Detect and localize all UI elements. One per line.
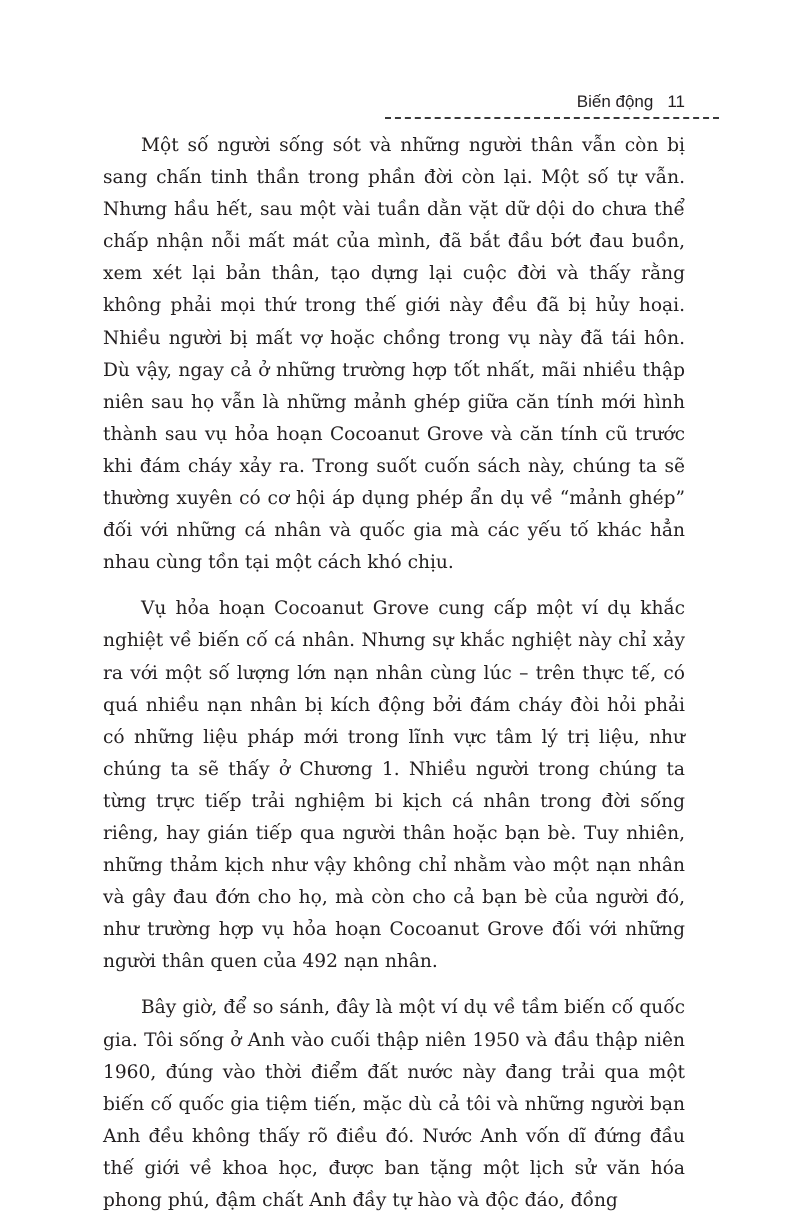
paragraph-1: Một số người sống sót và những người thân vẫn còn bị sang chấn tinh thần trong phần đời còn lại. Một số tự vẫn. Nhưng hầu hết, sau một vài tuần dằn vặt dữ dội do chưa thể chấp nhận nỗi mất mát của mình, đã bắt đầu bớt đau buồn, xem xét lại bản thân, tạo dựng lại cuộc đời và thấy rằng không phải mọi thứ trong thế giới này đều đã bị hủy hoại. Nhiều người bị mất vợ hoặc chồng trong vụ này đã tái hôn. Dù vậy, ngay cả ở những trường hợp tốt nhất, mãi nhiều thập niên sau họ vẫn là những mảnh ghép giữa căn tính mới hình thành sau vụ hỏa hoạn Cocoanut Grove và căn tính cũ trước khi đám cháy xảy ra. Trong suốt cuốn sách này, chúng ta sẽ thường xuyên có cơ hội áp dụng phép ẩn dụ về “mảnh ghép” đối với những cá nhân và quốc gia mà các yếu tố khác hẳn nhau cùng tồn tại một cách khó chịu.: [103, 135, 685, 574]
header-text: [577, 92, 685, 112]
chapter-title: Biến động: [576, 92, 654, 111]
running-header: [385, 92, 719, 122]
header-dashed-rule: [385, 117, 719, 119]
paragraph-2: Vụ hỏa hoạn Cocoanut Grove cung cấp một ví dụ khắc nghiệt về biến cố cá nhân. Nhưng sự khắc nghiệt này chỉ xảy ra với một số lượng lớn nạn nhân cùng lúc – trên thực tế, có quá nhiều nạn nhân bị kích động bởi đám cháy đòi hỏi phải có những liệu pháp mới trong lĩnh vực tâm lý trị liệu, như chúng ta sẽ thấy ở Chương 1. Nhiều người trong chúng ta từng trực tiếp trải nghiệm bi kịch cá nhân trong đời sống riêng, hay gián tiếp qua người thân hoặc bạn bè. Tuy nhiên, những thảm kịch như vậy không chỉ nhằm vào một nạn nhân và gây đau đớn cho họ, mà còn cho cả bạn bè của người đó, như trường hợp vụ hỏa hoạn Cocoanut Grove đối với những người thân quen của 492 nạn nhân.: [103, 598, 685, 973]
paragraph-3: Bây giờ, để so sánh, đây là một ví dụ về tầm biến cố quốc gia. Tôi sống ở Anh vào cuối thập niên 1950 và đầu thập niên 1960, đúng vào thời điểm đất nước này đang trải qua một biến cố quốc gia tiệm tiến, mặc dù cả tôi và những người bạn Anh đều không thấy rõ điều đó. Nước Anh vốn dĩ đứng đầu thế giới về khoa học, được ban tặng một lịch sử văn hóa phong phú, đậm chất Anh đầy tự hào và độc đáo, đồng: [103, 997, 685, 1211]
page-number: 11: [667, 92, 685, 111]
body-text: [103, 130, 685, 1231]
